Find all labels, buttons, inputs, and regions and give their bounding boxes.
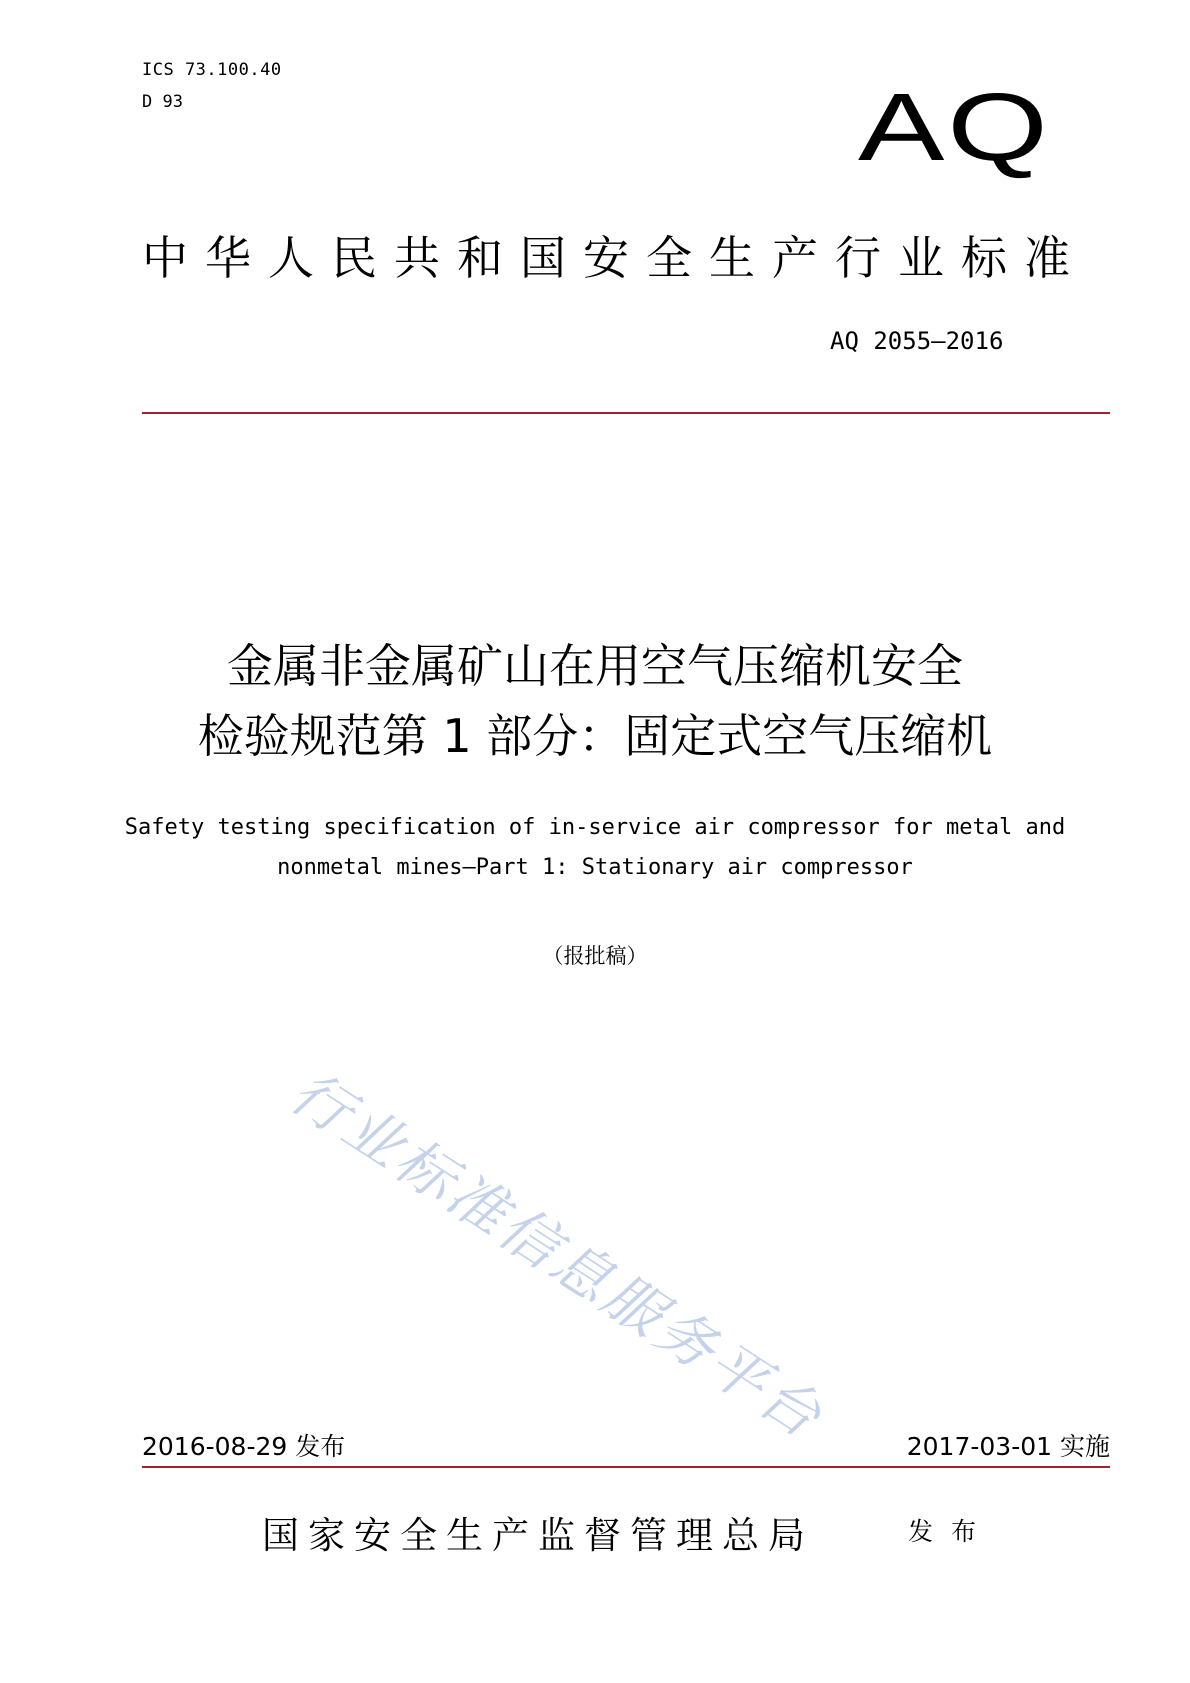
bottom-divider (142, 1466, 1110, 1468)
issue-date: 2016-08-29 发布 (142, 1432, 346, 1461)
title-cn-line1: 金属非金属矿山在用空气压缩机安全 (227, 639, 963, 693)
publisher-name: 国家安全生产监督管理总局 (262, 1514, 814, 1557)
implementation-date: 2017-03-01 实施 (906, 1432, 1110, 1461)
top-divider (142, 412, 1110, 414)
watermark: 行业标准信息服务平台 (278, 1057, 836, 1453)
title-en-line1: Safety testing specification of in-service air compressor for metal and (124, 815, 1066, 840)
ccs-code: D 93 (142, 92, 183, 112)
standard-category: 中华人民共和国安全生产行业标准 (142, 231, 1087, 285)
aq-logo: AQ (858, 74, 1051, 181)
title-en-line2: nonmetal mines—Part 1: Stationary air compressor (277, 855, 913, 880)
publisher-suffix: 发布 (908, 1517, 995, 1546)
draft-status: （报批稿） (542, 944, 648, 968)
ics-code: ICS 73.100.40 (142, 60, 282, 80)
standard-number: AQ 2055—2016 (830, 327, 1004, 355)
title-cn-line2: 检验规范第 1 部分：固定式空气压缩机 (197, 709, 993, 763)
